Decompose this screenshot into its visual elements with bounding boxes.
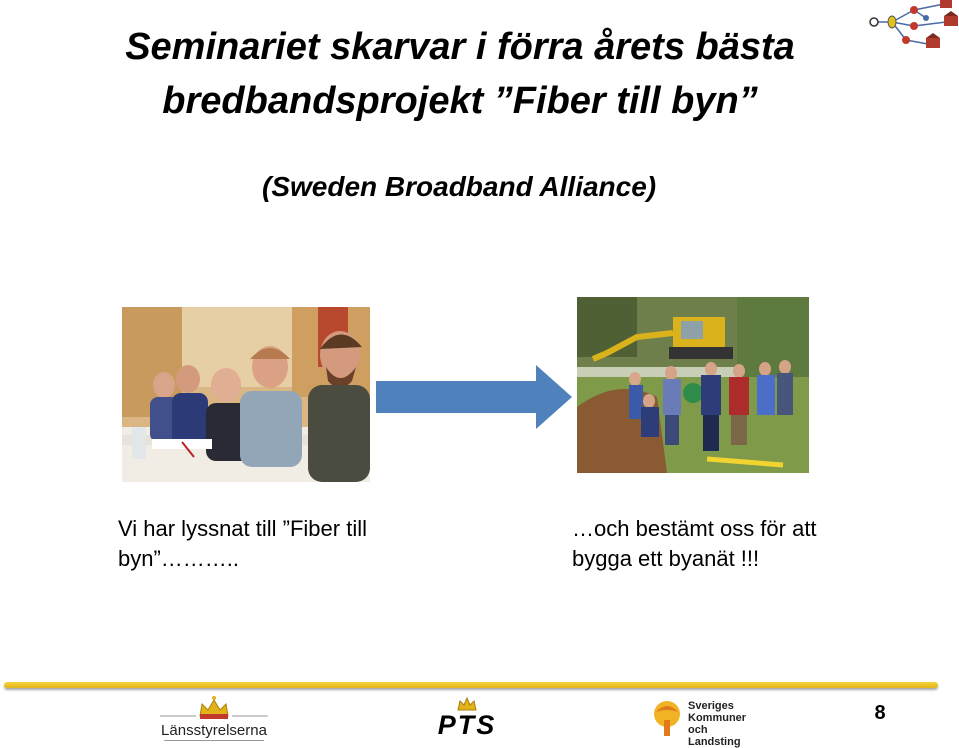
caption-left: Vi har lyssnat till ”Fiber till byn”……….. — [118, 516, 367, 571]
crown-icon — [160, 694, 268, 724]
skl-label-line3: och Landsting — [688, 724, 741, 748]
skl-label-line1: Sveriges — [688, 700, 734, 712]
caption-right: …och bestämt oss för att bygga ett byanät !!! — [572, 516, 817, 571]
footer-divider — [4, 682, 938, 688]
slide-title-line2: bredbandsprojekt ”Fiber till byn” — [162, 80, 758, 122]
pts-label: PTS — [437, 710, 497, 740]
skl-logo — [648, 698, 762, 748]
skl-label — [688, 700, 762, 748]
network-logo-icon — [866, 0, 959, 56]
slide-subtitle: (Sweden Broadband Alliance) — [262, 171, 657, 202]
pts-logo — [428, 696, 506, 742]
page-number: 8 — [874, 702, 886, 724]
meeting-photo — [122, 307, 370, 482]
lansstyrelserna-logo — [160, 694, 268, 744]
slide-title-line1: Seminariet skarvar i förra årets bästa — [125, 26, 795, 68]
lansstyrelserna-label: Länsstyrelserna — [161, 722, 267, 739]
fiber-digging-photo — [577, 297, 809, 473]
right-arrow-icon — [376, 365, 572, 429]
skl-symbol-icon — [648, 698, 686, 738]
skl-label-line2: Kommuner — [688, 712, 747, 724]
